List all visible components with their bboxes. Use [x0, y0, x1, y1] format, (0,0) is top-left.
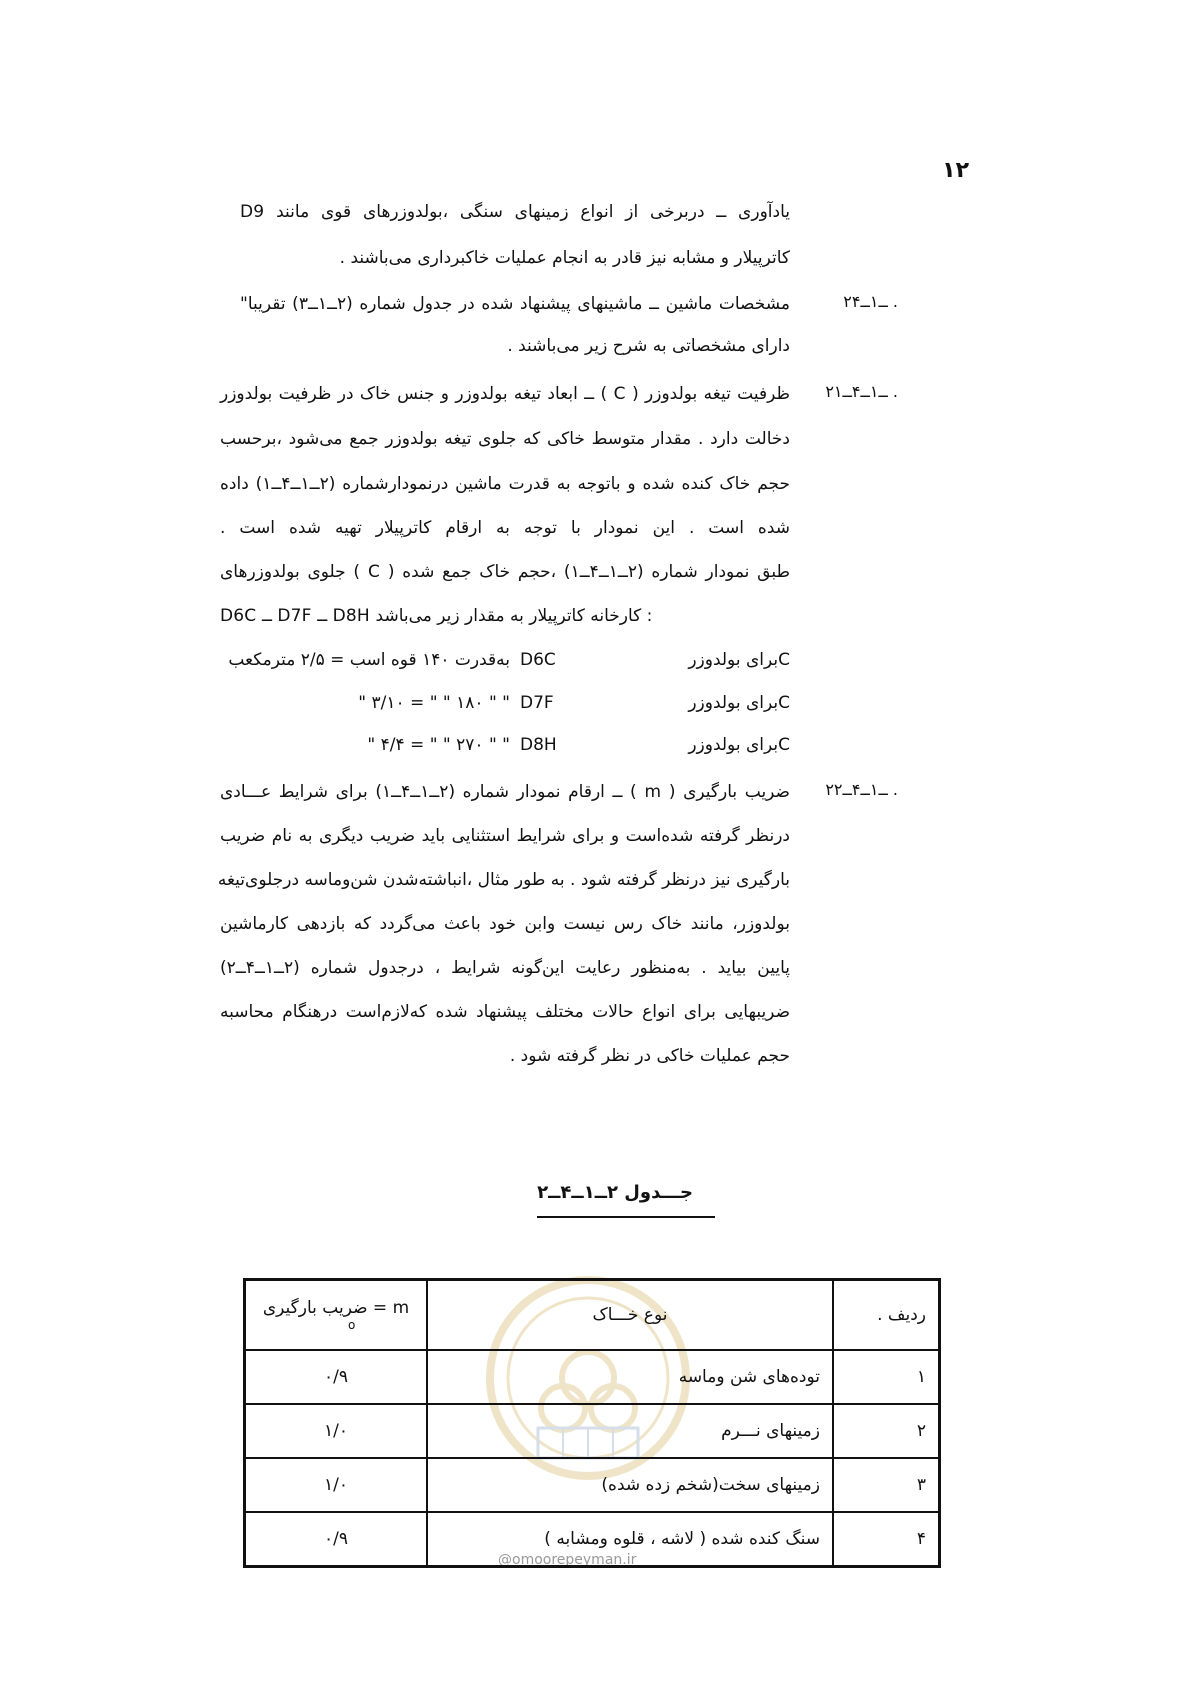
capacity-label-2: Cبرای بولدوزر: [688, 693, 790, 713]
section-number-2-1-4: ۲ــ۱ــ۴ .: [843, 292, 898, 311]
section-2-1-4-line-2: دارای مشخصاتی به شرح زیر می‌باشند .: [507, 336, 790, 356]
section-2-1-4-2-line-1: ضریب بارگیری ( m ) ــ ارقام نمودار شماره (۲ــ۱ــ۴ــ۱) برای شرایط عـــادی: [220, 782, 790, 802]
capacity-value-2: " " ۱۸۰ " " = ۳/۱۰ ": [358, 693, 510, 713]
row-number: ۲: [833, 1404, 940, 1458]
table-row: [245, 1458, 940, 1512]
soil-type-cell: زمینهای سخت(شخم زده شده): [427, 1458, 833, 1512]
row-number: ۴: [833, 1512, 940, 1567]
section-2-1-4-2-line-4: بولدوزر، مانند خاک رس نیست وابن خود باعث می‌گردد که بازدهی کارماشین: [220, 914, 790, 934]
reminder-line-1: یادآوری ــ دربرخی از انواع زمینهای سنگی ،بولدوزرهای قوی مانند D9: [240, 202, 790, 222]
table-header-row: [245, 1280, 940, 1351]
section-2-1-4-2-line-5: پایین بیاید . به‌منظور رعایت این‌گونه شرایط ، درجدول شماره (۲ــ۱ــ۴ــ۲): [220, 958, 790, 978]
capacity-label-3: Cبرای بولدوزر: [688, 735, 790, 755]
capacity-model-2: D7F: [520, 693, 554, 713]
capacity-model-1: D6C: [520, 650, 556, 670]
table-row: [245, 1404, 940, 1458]
coefficient-cell: ۰/۹: [245, 1350, 428, 1404]
table-row: [245, 1350, 940, 1404]
header-coefficient-subscript: o: [348, 1318, 356, 1332]
section-number-2-1-4-1: ۲ــ۱ــ۴ــ۱ .: [825, 382, 898, 401]
section-2-1-4-1-line-4: شده است . این نمودار با توجه به ارقام کاترپیلار تهیه شده است .: [220, 518, 790, 538]
soil-type-cell: توده‌های شن وماسه: [427, 1350, 833, 1404]
header-soil-type: نوع خـــاک: [427, 1280, 833, 1351]
section-number-2-1-4-2: ۲ــ۱ــ۴ــ۲ .: [825, 780, 898, 799]
watermark-url: @omoorepeyman.ir: [498, 1552, 637, 1568]
soil-loading-table: [243, 1278, 941, 1568]
coefficient-cell: ۱/۰: [245, 1458, 428, 1512]
section-2-1-4-line-1: مشخصات ماشین ــ ماشینهای پیشنهاد شده در جدول شماره (۲ــ۱ــ۳) تقریبا": [240, 294, 790, 314]
header-loading-coefficient: [245, 1280, 428, 1351]
header-row-number: ردیف .: [833, 1280, 940, 1351]
capacity-model-3: D8H: [520, 735, 557, 755]
capacity-value-1: به‌قدرت ۱۴۰ قوه اسب = ۲/۵ مترمکعب: [228, 650, 510, 670]
table-title: جـــدول ۲ــ۱ــ۴ــ۲: [537, 1182, 693, 1203]
section-2-1-4-2-line-2: درنظر گرفته شده‌است و برای شرایط استثنایی باید ضریب دیگری به نام ضریب: [220, 826, 790, 846]
header-coefficient-label: m = ضریب بارگیری: [262, 1298, 410, 1318]
table-title-underline: [537, 1216, 715, 1218]
section-2-1-4-1-line-6: D6C ــ D7F ــ D8H کارخانه کاترپیلار به مقدار زیر می‌باشد :: [220, 606, 653, 626]
section-2-1-4-1-line-5: طبق نمودار شماره (۲ــ۱ــ۴ــ۱) ،حجم خاک جمع شده ( C ) جلوی بولدوزرهای: [220, 562, 790, 582]
table-row: [245, 1512, 940, 1567]
coefficient-cell: ۰/۹: [245, 1512, 428, 1567]
coefficient-cell: ۱/۰: [245, 1404, 428, 1458]
section-2-1-4-1-line-2: دخالت دارد . مقدار متوسط خاکی که جلوی تیغه بولدوزر جمع می‌شود ،برحسب: [220, 429, 790, 449]
section-2-1-4-2-line-3: بارگیری نیز درنظر گرفته شود . به طور مثال ،انباشته‌شدن شن‌وماسه درجلوی‌تیغه: [217, 870, 790, 890]
row-number: ۱: [833, 1350, 940, 1404]
soil-type-cell: زمینهای نـــرم: [427, 1404, 833, 1458]
section-2-1-4-2-line-7: حجم عملیات خاکی در نظر گرفته شود .: [509, 1046, 790, 1066]
reminder-line-2: کاترپیلار و مشابه نیز قادر به انجام عملیات خاکبرداری می‌باشند .: [339, 248, 790, 268]
section-2-1-4-1-line-1: ظرفیت تیغه بولدوزر ( C ) ــ ابعاد تیغه بولدوزر و جنس خاک در ظرفیت بولدوزر: [220, 384, 791, 404]
page-number: ۱۲: [942, 158, 969, 183]
section-2-1-4-2-line-6: ضریبهایی برای انواع حالات مختلف پیشنهاد شده که‌لازم‌است درهنگام محاسبه: [220, 1002, 790, 1022]
soil-type-cell: سنگ کنده شده ( لاشه ، قلوه ومشابه ): [427, 1512, 833, 1567]
capacity-value-3: " " ۲۷۰ " " = ۴/۴ ": [367, 735, 510, 755]
section-2-1-4-1-line-3: حجم خاک کنده شده و باتوجه به قدرت ماشین درنمودارشماره (۲ــ۱ــ۴ــ۱) داده: [220, 474, 790, 494]
row-number: ۳: [833, 1458, 940, 1512]
capacity-label-1: Cبرای بولدوزر: [688, 650, 790, 670]
